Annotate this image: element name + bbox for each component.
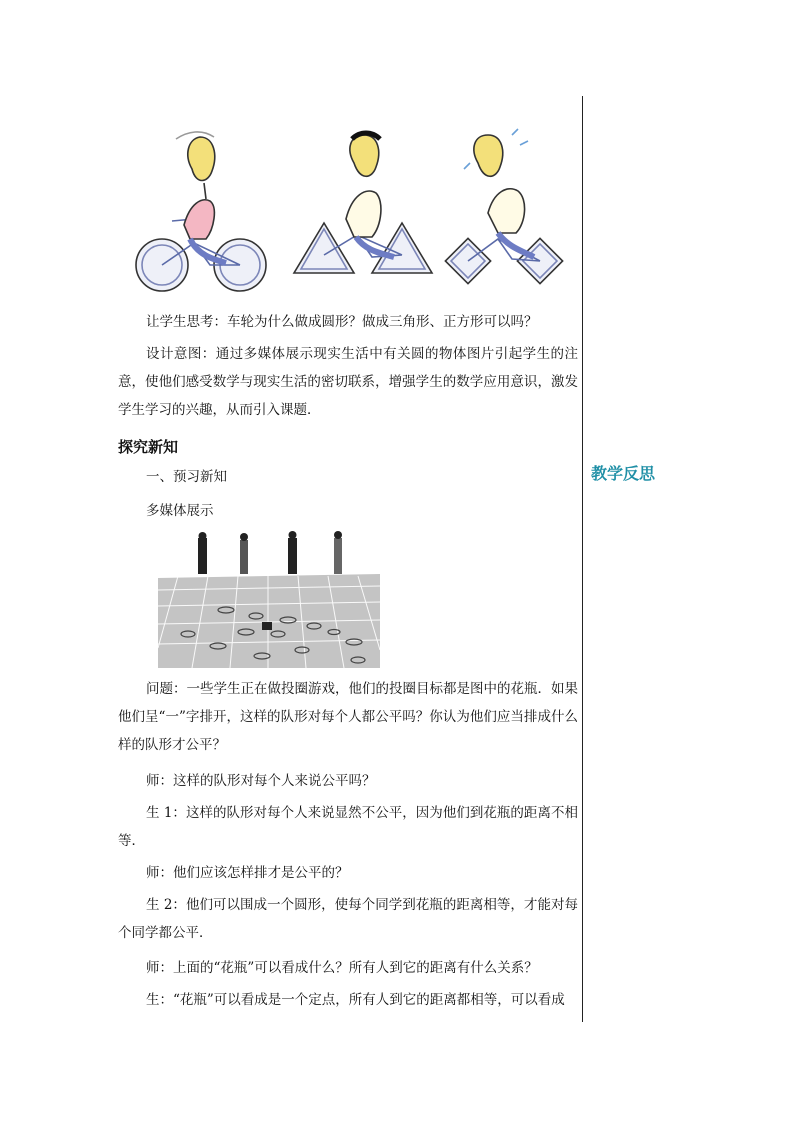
dialogue-teacher-1: 师：这样的队形对每个人来说公平吗？	[146, 773, 376, 789]
section-heading: 探究新知	[118, 438, 179, 456]
ring-toss-photo	[158, 528, 380, 668]
paragraph-design-intent: 设计意图：通过多媒体展示现实生活中有关圆的物体图片引起学生的注意，使他们感受数学与现实生活的密切联系，增强学生的数学应用意识，激发学生学习的兴趣，从而引入课题．	[118, 346, 578, 418]
rider-square-wheels	[445, 129, 562, 284]
paragraph-think: 让学生思考：车轮为什么做成圆形？做成三角形、正方形可以吗？	[146, 314, 538, 330]
teaching-reflection-title: 教学反思	[591, 464, 656, 483]
paragraph-question: 问题：一些学生正在做投圈游戏，他们的投圈目标都是图中的花瓶．如果他们呈“一”字排开，这样的队形对每个人都公平吗？你认为他们应当排成什么样的队形才公平？	[118, 681, 578, 753]
bicycle-illustration	[132, 125, 564, 300]
column-divider	[582, 96, 583, 1022]
rider-round-wheels	[136, 132, 266, 291]
subheading-multimedia: 多媒体展示	[146, 503, 214, 519]
rider-triangle-wheels	[294, 133, 432, 273]
subheading-preview: 一、预习新知	[146, 469, 227, 485]
dialogue-student-3: 生：“花瓶”可以看成是一个定点，所有人到它的距离都相等，可以看成	[146, 992, 565, 1008]
dialogue-teacher-2: 师：他们应该怎样排才是公平的？	[146, 865, 349, 881]
dialogue-teacher-3: 师：上面的“花瓶”可以看成什么？所有人到它的距离有什么关系？	[146, 960, 538, 976]
dialogue-student-2: 生 2：他们可以围成一个圆形，使每个同学到花瓶的距离相等，才能对每个同学都公平．	[118, 897, 578, 941]
dialogue-student-1: 生 1：这样的队形对每个人来说显然不公平，因为他们到花瓶的距离不相等．	[118, 805, 578, 849]
